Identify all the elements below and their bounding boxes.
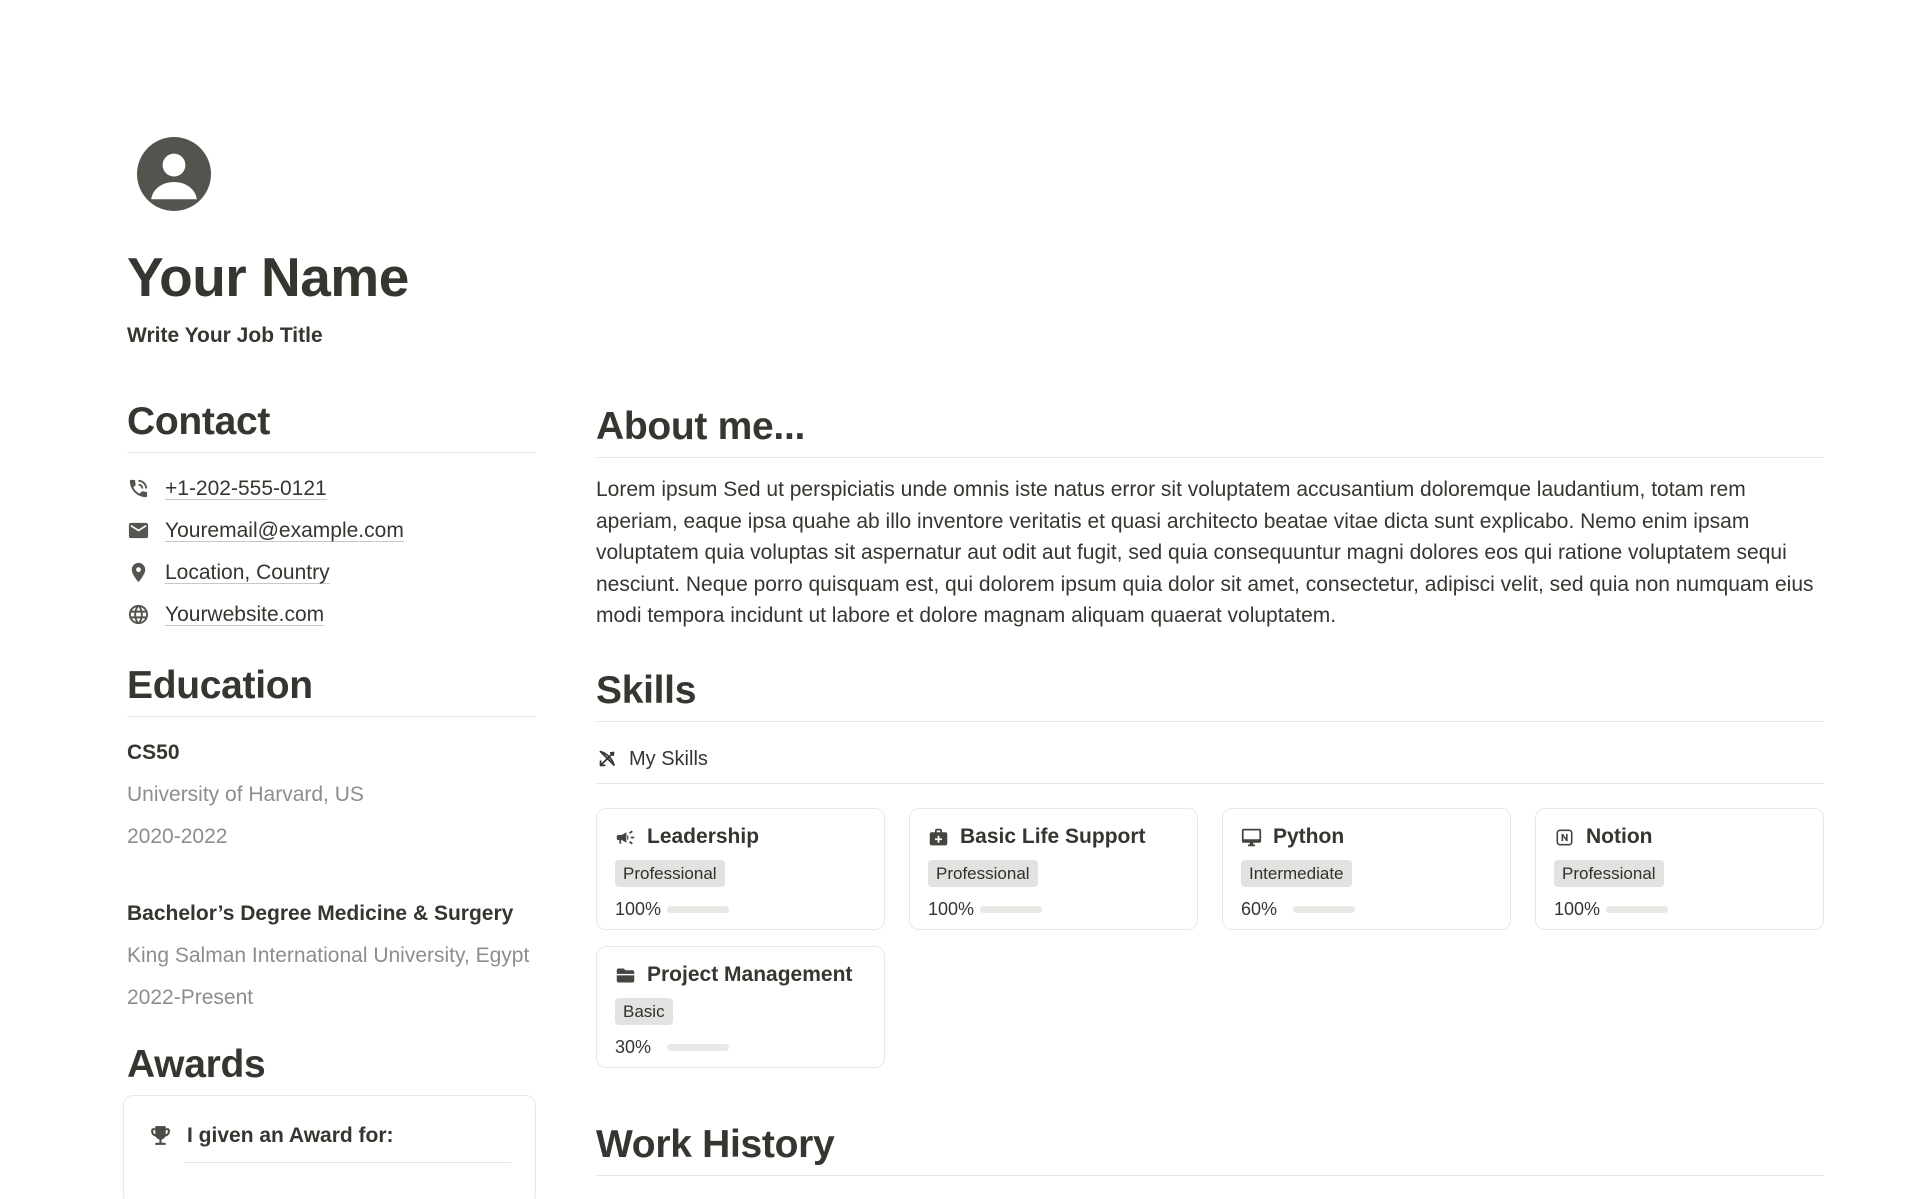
skill-level-badge: Professional [615, 860, 725, 887]
skill-level-badge: Professional [1554, 860, 1664, 887]
about-paragraph: Lorem ipsum Sed ut perspiciatis unde omnis iste natus error sit voluptatem accusantium doloremque laudantium, totam rem aperiam, eaque ipsa quahe ab illo inventore veritatis et quasi architecto beatae vitae dicta sunt explicabo. Nemo enim ipsam voluptatem quia voluptas sit aspernatur aut odit aut fugit, sed quia consequuntur magni dolores eos qui ratione voluptatem sequi nesciunt. Neque porro quisquam est, qui dolorem ipsum quia dolor sit amet, consectetur, adipisci velit, sed quia non numquam eius modi tempora incidunt ut labore et dolore magnam aliquam quaerat voluptatem. [596, 478, 1814, 627]
contact-row [127, 552, 536, 594]
notion-icon [1554, 827, 1575, 848]
skill-progress-bar [980, 906, 1042, 913]
skills-gallery-title[interactable] [596, 722, 1824, 784]
first-aid-icon [928, 827, 949, 848]
award-underline [184, 1162, 511, 1163]
skill-level-badge: Intermediate [1241, 860, 1352, 887]
skill-percent: 100% [615, 898, 662, 919]
education-school: University of Harvard, US [127, 782, 364, 806]
skills-gallery-label: My Skills [629, 747, 708, 770]
contact-row [127, 510, 536, 552]
phone-icon [127, 477, 150, 500]
skill-percent: 30% [615, 1036, 652, 1057]
skill-progress-bar [1606, 906, 1668, 913]
skills-heading: Skills [596, 667, 1824, 722]
left-column [127, 0, 536, 1199]
page-title: Your Name [127, 246, 409, 308]
contact-row [127, 594, 536, 636]
skill-name: Python [1273, 825, 1345, 848]
contact-link[interactable]: Yourwebsite.com [165, 602, 325, 626]
awards-heading: Awards [127, 1042, 266, 1086]
education-heading: Education [127, 662, 536, 717]
skill-name: Notion [1586, 825, 1653, 848]
education-entry [127, 900, 536, 1013]
skill-card[interactable] [596, 946, 885, 1068]
job-title: Write Your Job Title [127, 323, 323, 347]
contact-row [127, 468, 536, 510]
about-heading: About me... [596, 403, 1824, 458]
globe-icon [127, 603, 150, 626]
education-years: 2020-2022 [127, 824, 228, 848]
skill-card[interactable] [909, 808, 1198, 930]
skill-progress-bar [1293, 906, 1355, 913]
education-school: King Salman International University, Egypt [127, 943, 530, 967]
right-column [596, 0, 1824, 1199]
megaphone-icon [615, 827, 636, 848]
education-list [127, 739, 536, 1013]
skill-card[interactable] [596, 808, 885, 930]
contact-link[interactable]: +1-202-555-0121 [165, 476, 327, 500]
person-icon [137, 137, 211, 211]
skill-level-badge: Professional [928, 860, 1038, 887]
education-years: 2022-Present [127, 985, 254, 1009]
skill-percent: 100% [1554, 898, 1601, 919]
skill-card[interactable] [1535, 808, 1824, 930]
trophy-icon [148, 1123, 173, 1148]
skill-name: Project Management [647, 963, 853, 986]
skill-level-badge: Basic [615, 998, 673, 1025]
award-card[interactable] [123, 1095, 536, 1199]
education-entry [127, 739, 536, 852]
award-label: I given an Award for: [187, 1123, 394, 1147]
contact-heading: Contact [127, 398, 536, 453]
skills-cards [596, 808, 1824, 1068]
contact-link[interactable]: Youremail@example.com [165, 518, 404, 542]
skill-percent: 60% [1241, 898, 1278, 919]
profile-avatar[interactable] [137, 137, 211, 211]
skill-card[interactable] [1222, 808, 1511, 930]
education-degree: CS50 [127, 740, 180, 764]
skill-percent: 100% [928, 898, 975, 919]
skill-name: Leadership [647, 825, 760, 848]
monitor-icon [1241, 827, 1262, 848]
skill-progress-bar [667, 906, 729, 913]
skill-name: Basic Life Support [960, 825, 1146, 848]
mail-icon [127, 519, 150, 542]
folder-icon [615, 965, 636, 986]
contact-list [127, 468, 536, 636]
contact-link[interactable]: Location, Country [165, 560, 330, 584]
work-history-heading: Work History [596, 1121, 1824, 1176]
location-icon [127, 561, 150, 584]
education-degree: Bachelor’s Degree Medicine & Surgery [127, 901, 514, 925]
skill-progress-bar [667, 1044, 729, 1051]
bow-arrow-icon [596, 748, 618, 770]
